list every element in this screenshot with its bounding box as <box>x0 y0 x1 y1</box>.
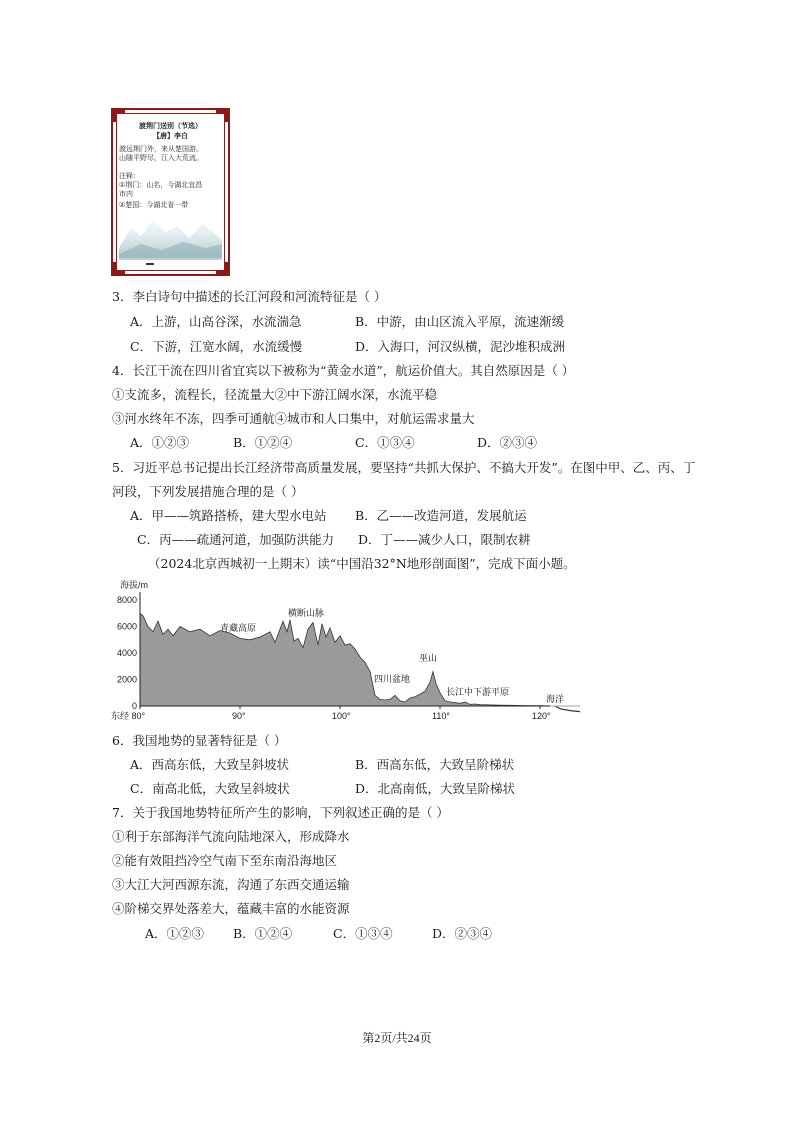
y-tick-label: 2000 <box>116 674 137 685</box>
y-tick-label: 8000 <box>116 595 137 605</box>
poem-line: 渡远荆门外，来从楚国游。 <box>119 145 203 153</box>
q4-option-a: A．①②③ <box>130 435 190 450</box>
q5-option-b: B．乙——改造河道，发展航运 <box>355 508 527 523</box>
q3-option-d: D．入海口，河汉纵横，泥沙堆积成洲 <box>355 339 566 354</box>
q6-option-d: D．北高南低，大致呈阶梯状 <box>355 781 516 796</box>
poem-line: 山随平野尽，江入大荒流。 <box>119 154 203 162</box>
x-tick-label: 110° <box>432 711 450 721</box>
terrain-annotation: 长江中下游平原 <box>446 687 510 697</box>
question-5-stem-cont: 河段，下列发展措施合理的是（ ） <box>112 484 304 499</box>
question-5-stem: 5．习近平总书记提出长江经济带高质量发展，要坚持“共抓大保护、不搞大开发”。在图中甲、乙、丙、丁 <box>112 460 696 475</box>
q5-option-a: A．甲——筑路搭桥，建大型水电站 <box>130 508 327 523</box>
terrain-area <box>140 613 580 706</box>
q7-option-a: A．①②③ <box>145 926 205 941</box>
q5-option-d: D．丁——减少人口，限制农耕 <box>358 532 531 547</box>
q7-statement: ④阶梯交界处落差大，蕴藏丰富的水能资源 <box>112 901 350 916</box>
x-tick-label: 100° <box>332 711 351 721</box>
q7-statement: ②能有效阻挡冷空气南下至东南沿海地区 <box>112 853 338 868</box>
y-tick-label: 6000 <box>116 621 137 632</box>
y-tick-label: 4000 <box>116 648 137 658</box>
poem-author: 【唐】李白 <box>153 132 188 140</box>
q6-option-b: B．西高东低，大致呈阶梯状 <box>355 757 515 772</box>
poem-title: 渡荆门送别（节选） <box>139 122 202 130</box>
question-3-stem: 3．李白诗句中描述的长江河段和河流特征是（ ） <box>112 289 387 304</box>
terrain-annotation: 四川盆地 <box>374 674 411 684</box>
question-7-stem: 7．关于我国地势特征所产生的影响，下列叙述正确的是（ ） <box>112 805 449 820</box>
q7-option-c: C．①③④ <box>333 926 393 941</box>
q3-option-c: C．下游，江宽水阔，水流缓慢 <box>130 339 303 354</box>
q4-option-c: C．①③④ <box>355 435 415 450</box>
section-intro: （2024北京西城初一上期末）读“中国沿32°N地形剖面图”，完成下面小题。 <box>148 556 576 571</box>
poem-note: 市内 <box>119 190 133 198</box>
poem-notes-title: 注释： <box>119 172 140 180</box>
poem-note: ①荆门：山名，今湖北宜昌 <box>119 181 203 189</box>
q4-option-b: B．①②④ <box>233 435 293 450</box>
terrain-annotation: 巫山 <box>419 653 438 663</box>
q6-option-a: A．西高东低，大致呈斜坡状 <box>130 757 290 772</box>
q3-option-b: B．中游，由山区流入平原，流速渐缓 <box>355 314 565 329</box>
q4-statement: ①支流多，流程长，径流量大②中下游江阔水深，水流平稳 <box>112 387 438 402</box>
q7-option-b: B．①②④ <box>233 926 293 941</box>
terrain-annotation: 青藏高原 <box>220 623 257 633</box>
terrain-profile-chart <box>110 578 580 723</box>
sea-floor-line <box>555 706 580 712</box>
terrain-annotation: 横断山脉 <box>288 608 325 618</box>
x-tick-label: 120° <box>532 711 551 721</box>
x-tick-label: 90° <box>232 711 246 721</box>
q7-statement: ①利于东部海洋气流向陆地深入，形成降水 <box>112 829 350 844</box>
q5-option-c: C．丙——疏通河道，加强防洪能力 <box>137 532 335 547</box>
q4-statement: ③河水终年不冻，四季可通航④城市和人口集中，对航运需求量大 <box>112 411 475 426</box>
y-tick-label: 0 <box>131 701 137 711</box>
q7-statement: ③大江大河西源东流，沟通了东西交通运输 <box>112 877 350 892</box>
q6-option-c: C．南高北低，大致呈斜坡状 <box>130 781 290 796</box>
q3-option-a: A．上游，山高谷深，水流湍急 <box>130 314 302 329</box>
poem-note: ②楚国：今湖北省一带 <box>119 201 189 209</box>
y-axis-title: 海拔/m <box>120 580 148 590</box>
q4-option-d: D．②③④ <box>477 435 538 450</box>
question-6-stem: 6．我国地势的显著特征是（ ） <box>112 733 287 748</box>
x-tick-label: 东经 80° <box>111 711 146 721</box>
question-4-stem: 4．长江干流在四川省宜宾以下被称为“黄金水道”，航运价值大。其自然原因是（ ） <box>112 363 575 378</box>
q7-option-d: D．②③④ <box>432 926 493 941</box>
poem-card <box>111 108 230 276</box>
page-footer: 第2页/共24页 <box>362 1031 432 1045</box>
terrain-annotation: 海洋 <box>546 694 565 704</box>
